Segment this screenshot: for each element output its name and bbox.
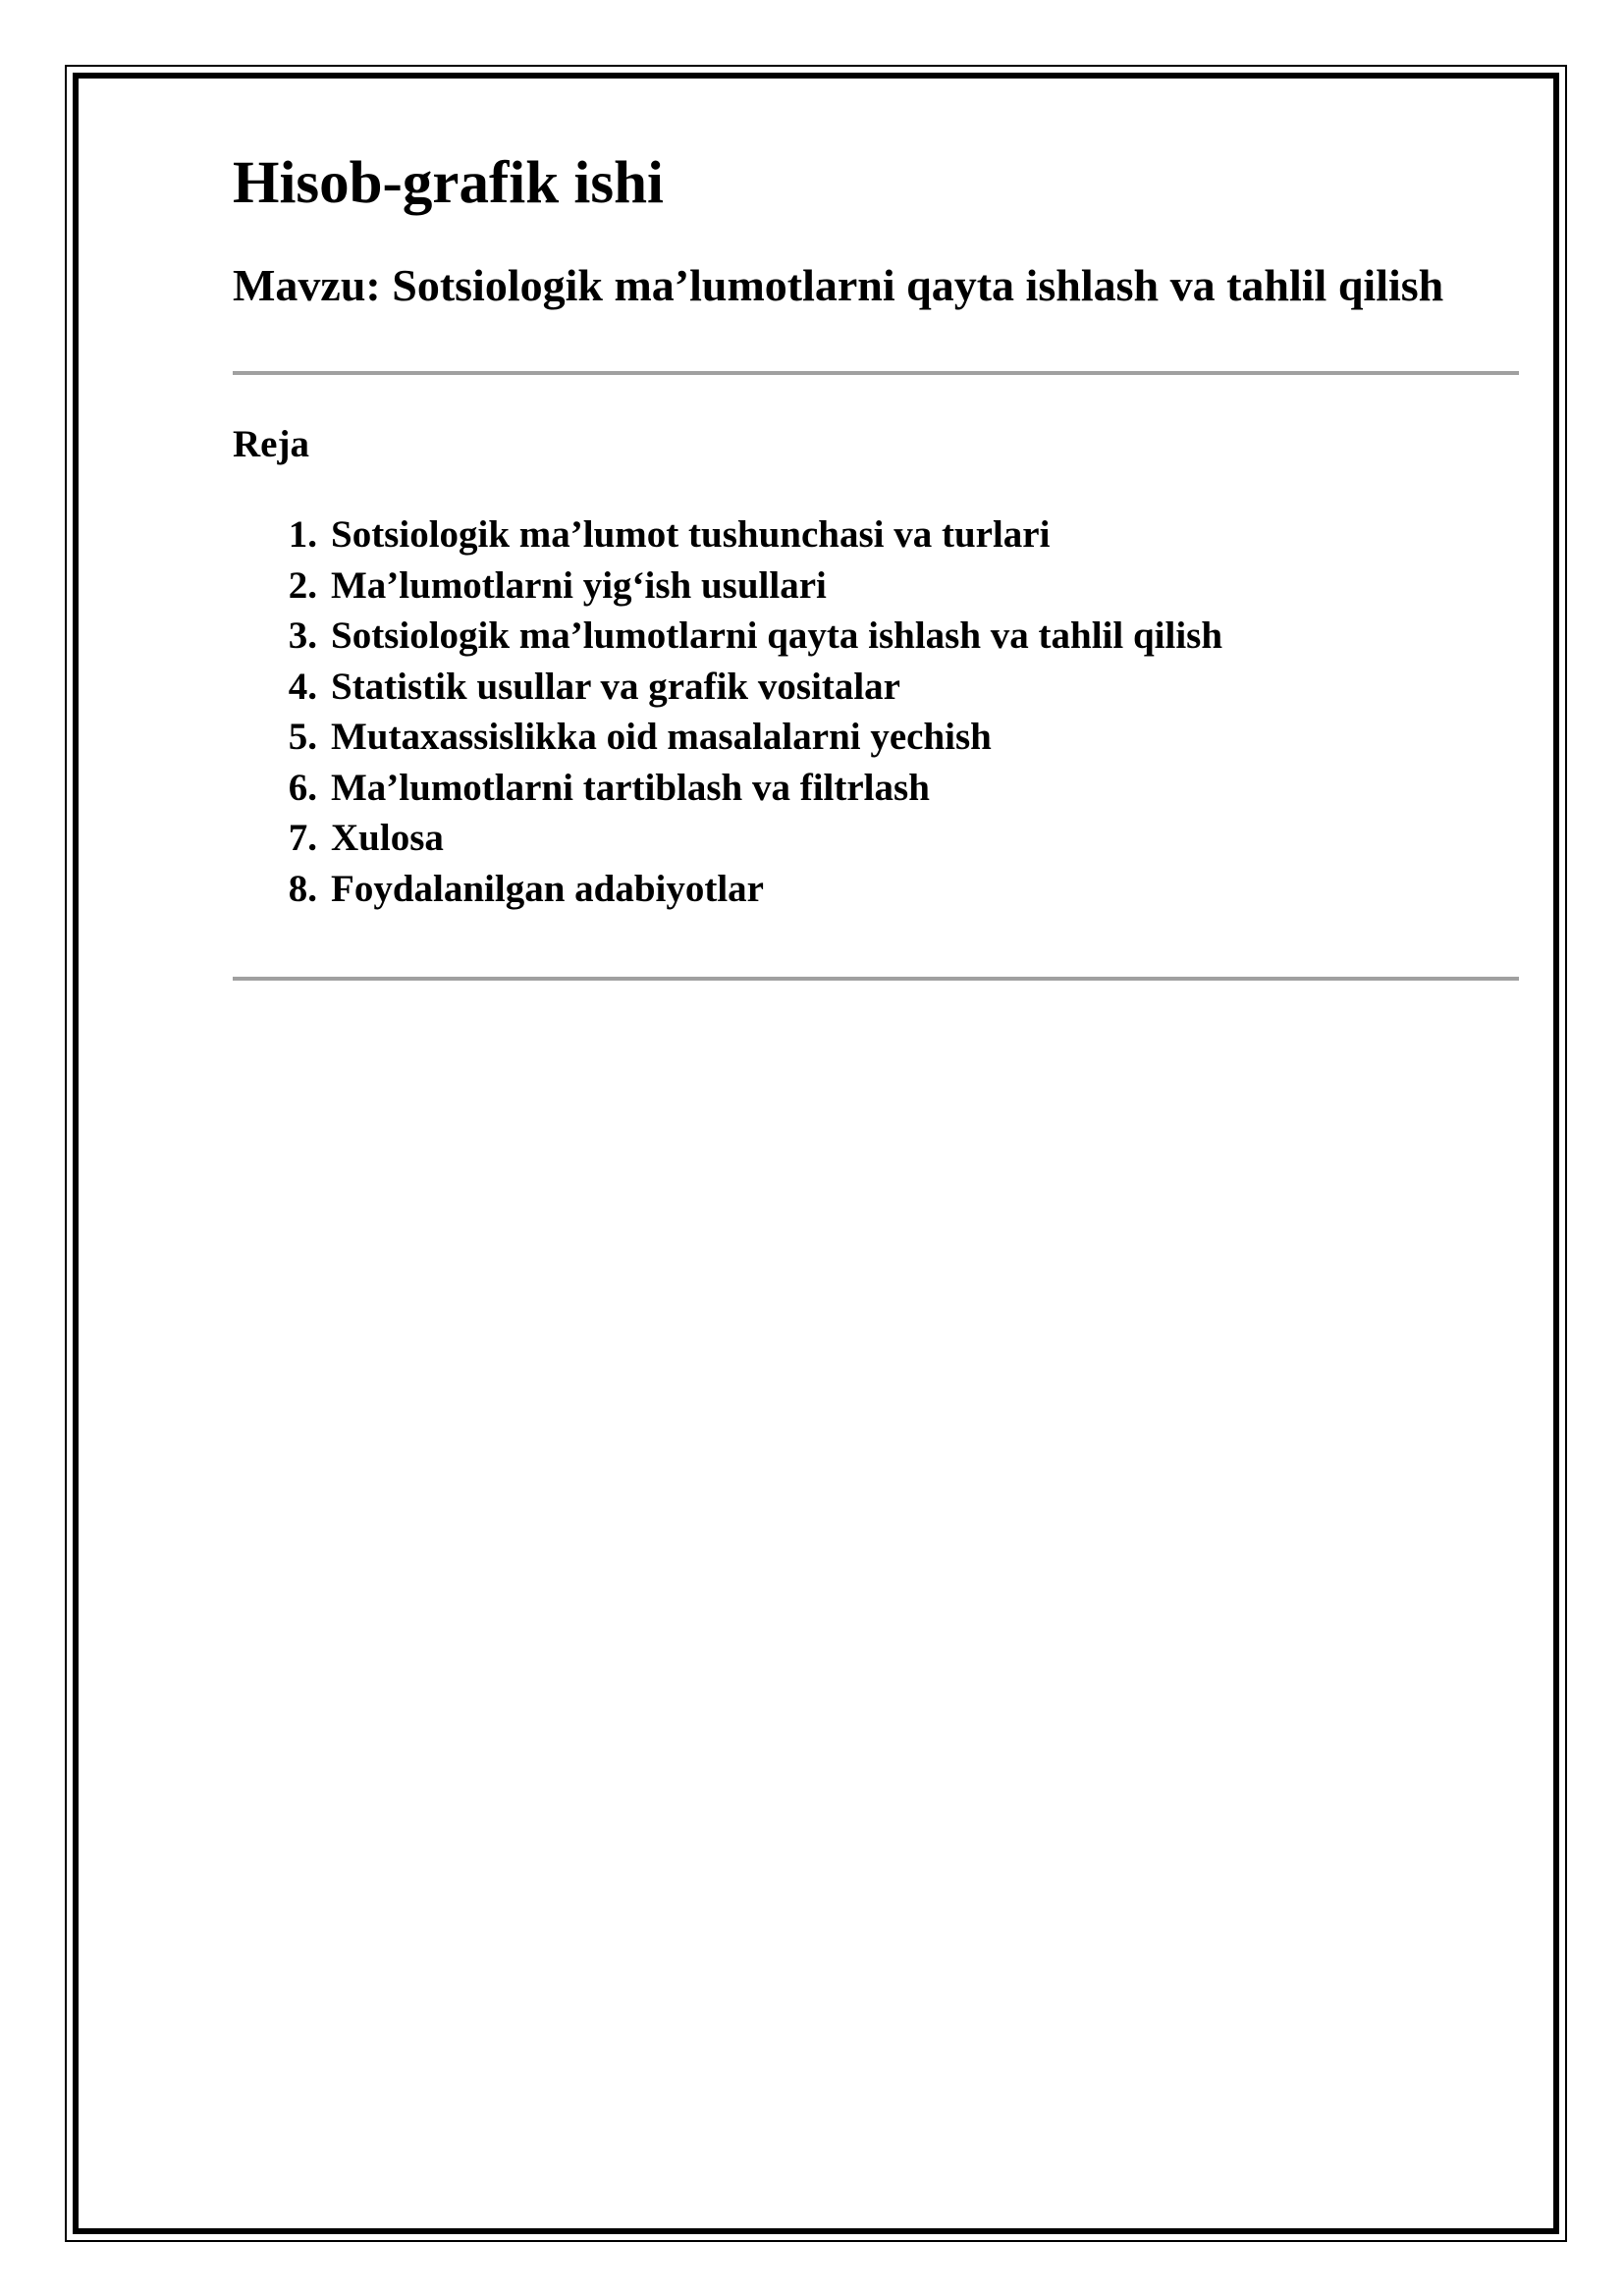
plan-item-number: 5. bbox=[288, 716, 317, 759]
plan-item-text: Ma’lumotlarni yig‘ish usullari bbox=[331, 563, 827, 607]
page-content bbox=[233, 147, 1519, 981]
plan-item bbox=[233, 561, 1519, 612]
plan-item-number: 6. bbox=[288, 766, 317, 809]
plan-item-text: Ma’lumotlarni tartiblash va filtrlash bbox=[331, 766, 930, 809]
plan-item-text: Foydalanilgan adabiyotlar bbox=[331, 867, 764, 910]
plan-item-number: 2. bbox=[288, 563, 317, 607]
plan-item-number: 4. bbox=[288, 665, 317, 708]
document-subtitle: Mavzu: Sotsiologik ma’lumotlarni qayta ishlash va tahlil qilish bbox=[233, 260, 1444, 311]
plan-item-text: Mutaxassislikka oid masalalarni yechish bbox=[331, 716, 992, 759]
plan-item-number: 8. bbox=[288, 867, 317, 910]
plan-list bbox=[233, 509, 1519, 914]
plan-item bbox=[233, 864, 1519, 915]
document-title: Hisob-grafik ishi bbox=[233, 150, 664, 216]
divider-bottom bbox=[233, 977, 1519, 981]
plan-item bbox=[233, 712, 1519, 763]
divider-top bbox=[233, 371, 1519, 375]
plan-item bbox=[233, 509, 1519, 561]
plan-item-text: Sotsiologik ma’lumotlarni qayta ishlash va tahlil qilish bbox=[331, 614, 1223, 658]
plan-item-text: Sotsiologik ma’lumot tushunchasi va turlari bbox=[331, 513, 1051, 557]
plan-heading: Reja bbox=[233, 423, 309, 466]
plan-item bbox=[233, 662, 1519, 713]
plan-item-text: Statistik usullar va grafik vositalar bbox=[331, 665, 900, 708]
plan-item bbox=[233, 611, 1519, 662]
plan-item-text: Xulosa bbox=[331, 817, 444, 860]
plan-item bbox=[233, 813, 1519, 864]
plan-item-number: 1. bbox=[288, 513, 317, 557]
plan-item-number: 3. bbox=[288, 614, 317, 658]
plan-item-number: 7. bbox=[288, 817, 317, 860]
plan-item bbox=[233, 763, 1519, 814]
